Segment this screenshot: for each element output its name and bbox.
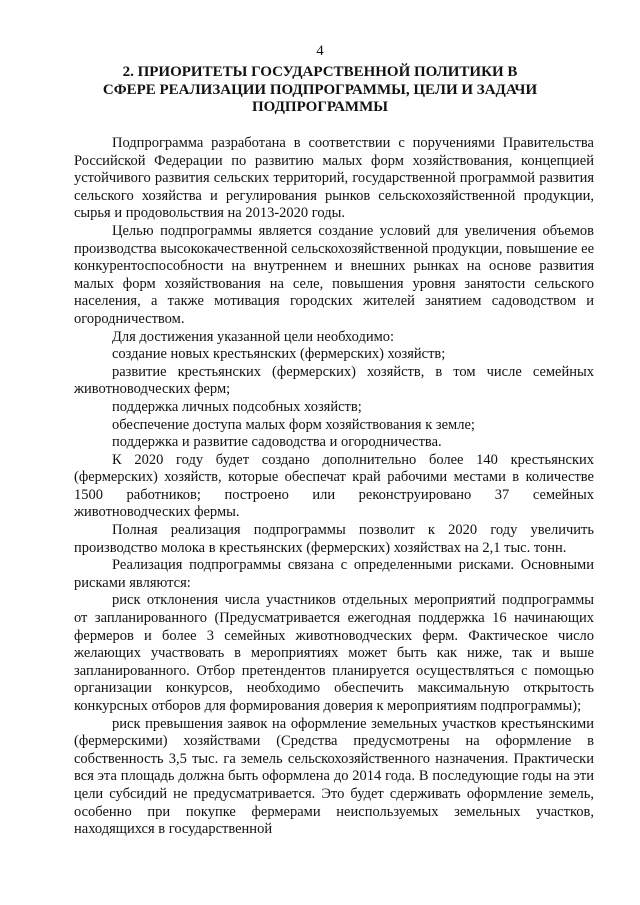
paragraph-goal: Целью подпрограммы является создание условий для увеличения объемов производства высококачественной сельскохозяйственной продукции, повышение ее конкурентоспособности на внутреннем и внешних рынках на основе развития малых форм хозяйствования на селе, повышения уровня занятости сельского населения, а также мотивация городских жителей занятием садоводством и огородничеством. — [74, 222, 594, 327]
body-text — [74, 135, 594, 839]
list-item-household-support: поддержка личных подсобных хозяйств; — [112, 398, 362, 415]
paragraph-requirements-lead: Для достижения указанной цели необходимо: — [112, 328, 395, 345]
paragraph-risks-lead: Реализация подпрограммы связана с определенными рисками. Основными рисками являются: — [74, 557, 594, 591]
list-item-gardening-support: поддержка и развитие садоводства и огородничества. — [112, 434, 442, 451]
paragraph-intro: Подпрограмма разработана в соответствии с поручениями Правительства Российской Федерации по развитию малых форм хозяйствования, концепцией устойчивого развития сельских территорий, государственной программой развития сельского хозяйства и регулирования рынков сельскохозяйственной продукции, сырья и продовольствия на 2013-2020 годы. — [74, 135, 594, 222]
paragraph-milk-production: Полная реализация подпрограммы позволит к 2020 году увеличить производство молока в крестьянских (фермерских) хозяйствах на 2,1 тыс. тонн. — [74, 522, 594, 556]
paragraph-2020-outcome: К 2020 году будет создано дополнительно более 140 крестьянских (фермерских) хозяйств, которые обеспечат край рабочими местами в количестве 1500 работников; построено или реконструировано 37 семейных животноводческих фермы. — [74, 451, 594, 521]
paragraph-risk-land-applications: риск превышения заявок на оформление земельных участков крестьянскими (фермерскими) хозяйствами (Средства предусмотрены на оформление в собственность 3,5 тыс. га земель сельскохозяйственного назначения. Практически вся эта площадь должна быть оформлена до 2014 года. В последующие годы на эти цели субсидий не предусматривается. Это будет сдерживать оформление земель, особенно при покупке фермерами неиспользуемых земельных участков, находящихся в государственной — [74, 715, 594, 838]
page-number: 4 — [316, 43, 324, 59]
list-item-new-farms: создание новых крестьянских (фермерских) хозяйств; — [112, 346, 446, 363]
paragraph-risk-participants: риск отклонения числа участников отдельных мероприятий подпрограммы от запланированного (Предусматривается ежегодная поддержка 16 начинающих фермеров и более 3 семейных животноводческих ферм. Фактическое число желающих участвовать в мероприятиях может быть как ниже, так и выше запланированного. Отбор претендентов планируется осуществляться с помощью организации конкурсов, необходимо обеспечить максимальную открытость конкурсных отборов для формирования доверия к мероприятиям подпрограммы); — [74, 592, 594, 714]
section-title: 2. ПРИОРИТЕТЫ ГОСУДАРСТВЕННОЙ ПОЛИТИКИ В СФЕРЕ РЕАЛИЗАЦИИ ПОДПРОГРАММЫ, ЦЕЛИ И ЗАДАЧИ ПОДПРОГРАММЫ — [102, 64, 538, 115]
list-item-land-access: обеспечение доступа малых форм хозяйствования к земле; — [112, 416, 475, 433]
list-item-farm-development: развитие крестьянских (фермерских) хозяйств, в том числе семейных животноводческих ферм; — [74, 363, 594, 398]
